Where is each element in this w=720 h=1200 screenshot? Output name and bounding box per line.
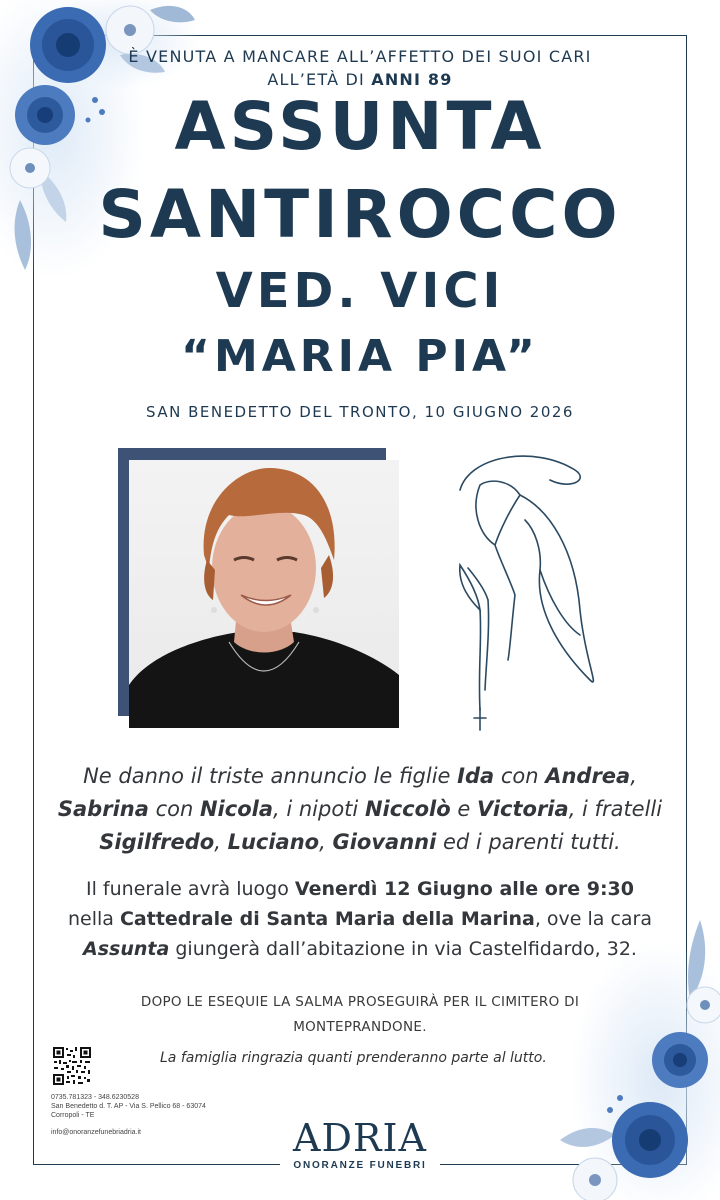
- deceased-widow-of: VED. VICI: [215, 263, 505, 319]
- contact-email[interactable]: info@onoranzefunebriadria.it: [51, 1129, 141, 1136]
- relative-name: Ida: [457, 764, 495, 788]
- funeral-text: , ove la cara: [534, 908, 653, 930]
- relative-name: Luciano: [227, 830, 320, 854]
- announcement-text: e: [450, 797, 477, 821]
- announcement-text: , i nipoti: [273, 797, 365, 821]
- deceased-nickname: “MARIA PIA”: [181, 331, 539, 382]
- relative-name: Andrea: [545, 764, 631, 788]
- place-date: SAN BENEDETTO DEL TRONTO, 10 GIUGNO 2026: [146, 403, 574, 421]
- age-prefix: ALL’ETÀ DI: [267, 70, 372, 89]
- burial-line-1: DOPO LE ESEQUIE LA SALMA PROSEGUIRÀ PER IL CIMITERO DI: [140, 994, 580, 1010]
- qr-code-icon[interactable]: [52, 1046, 92, 1086]
- contact-phones: 0735.781323 - 348.6230528: [51, 1094, 139, 1101]
- relative-name: Victoria: [476, 797, 569, 821]
- contact-address-1: San Benedetto d. T. AP - Via S. Pellico 68 - 63074: [51, 1103, 206, 1110]
- relative-name: Giovanni: [332, 830, 437, 854]
- announcement-text: ,: [319, 830, 333, 854]
- praying-madonna-line-art-icon: [440, 450, 610, 740]
- funeral-text: giungerà dall’abitazione in via Castelfidardo, 32.: [169, 938, 637, 960]
- funeral-datetime: Venerdì 12 Giugno alle ore 9:30: [294, 878, 634, 900]
- announcement-text: ,: [214, 830, 228, 854]
- announcement-text: Ne danno il triste annuncio le figlie: [83, 764, 458, 788]
- funeral-text: Il funerale avrà luogo: [86, 878, 295, 900]
- logo-wordmark: ADRIA: [293, 1116, 427, 1160]
- logo-subtitle: ONORANZE FUNEBRI: [293, 1160, 427, 1171]
- portrait-illustration: [129, 460, 399, 728]
- relative-name: Nicola: [199, 797, 273, 821]
- intro-line-2: [0, 70, 720, 89]
- funeral-paragraph: [40, 874, 680, 964]
- burial-line-2: MONTEPRANDONE.: [293, 1019, 427, 1035]
- deceased-last-name: SANTIROCCO: [98, 176, 622, 253]
- intro-line-1: È VENUTA A MANCARE ALL’AFFETTO DEI SUOI CARI: [128, 47, 592, 66]
- announcement-text: , i fratelli: [568, 797, 663, 821]
- deceased-name-inline: Assunta: [83, 938, 170, 960]
- funeral-location: Cattedrale di Santa Maria della Marina: [119, 908, 535, 930]
- portrait-photo: [129, 460, 399, 728]
- announcement-text: con: [494, 764, 546, 788]
- relative-name: Niccolò: [364, 797, 451, 821]
- age-value: ANNI 89: [371, 70, 453, 89]
- burial-note: [40, 990, 680, 1040]
- company-logo: [280, 1118, 440, 1171]
- announcement-text: ,: [630, 764, 637, 788]
- relative-name: Sabrina: [57, 797, 149, 821]
- announcement-paragraph: [40, 760, 680, 859]
- deceased-first-name: ASSUNTA: [174, 88, 546, 165]
- announcement-text: ed i parenti tutti.: [436, 830, 621, 854]
- contact-address-2: Corropoli - TE: [51, 1112, 95, 1119]
- thanks-line: La famiglia ringrazia quanti prenderanno parte al lutto.: [160, 1050, 547, 1066]
- funeral-text: nella: [67, 908, 120, 930]
- relative-name: Sigilfredo: [99, 830, 215, 854]
- announcement-text: con: [148, 797, 200, 821]
